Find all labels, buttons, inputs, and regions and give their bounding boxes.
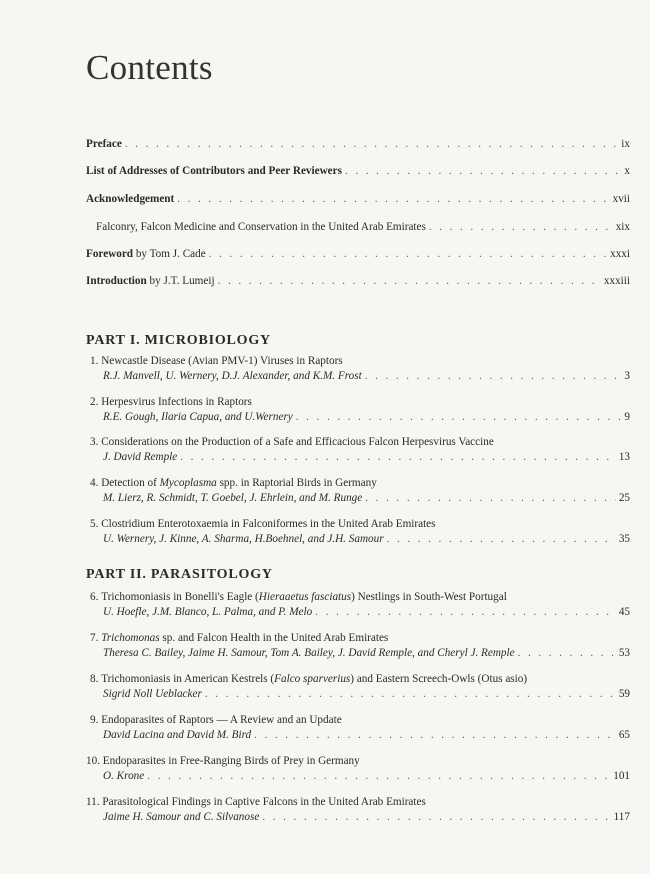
leader-dots	[365, 491, 616, 505]
leader-dots	[177, 192, 609, 206]
chapter-title: 10. Endoparasites in Free-Ranging Birds of Prey in Germany	[86, 755, 360, 767]
leader-dots	[429, 220, 613, 234]
chapter-title: 3. Considerations on the Production of a Safe and Efficacious Falcon Herpesvirus Vaccine	[90, 436, 494, 448]
page-number: 9	[624, 411, 630, 423]
page-number: xvii	[612, 193, 630, 205]
page-number: 117	[613, 811, 630, 823]
leader-dots	[205, 687, 616, 701]
chapter-authors: Jaime H. Samour and C. Silvanose	[103, 811, 260, 823]
page-number: 45	[618, 606, 630, 618]
page-number: xxxi	[610, 248, 630, 260]
toc-entry-acknowledgement	[86, 192, 630, 206]
page-number: 59	[618, 688, 630, 700]
entry-label: List of Addresses of Contributors and Peer Reviewers	[86, 165, 342, 177]
chapter-authors-line	[103, 687, 630, 701]
page-number: 101	[613, 770, 630, 782]
chapter-authors-line	[103, 769, 630, 783]
chapter-authors-line	[103, 369, 630, 383]
chapter-title: 5. Clostridium Enterotoxaemia in Falconiformes in the United Arab Emirates	[90, 518, 436, 530]
chapter-authors-line	[103, 410, 630, 424]
leader-dots	[180, 450, 616, 464]
chapter-title: 8. Trichomoniasis in American Kestrels (Falco sparverius) and Eastern Screech-Owls (Otus asio)	[90, 673, 528, 685]
toc-entry-foreword	[86, 247, 630, 261]
leader-dots	[262, 810, 610, 824]
chapter-authors: O. Krone	[103, 770, 145, 782]
leader-dots	[315, 605, 616, 619]
page-number: 25	[618, 492, 630, 504]
chapter-authors-line	[103, 728, 630, 742]
chapter-authors-line	[103, 605, 630, 619]
leader-dots	[296, 410, 622, 424]
part-heading: PART I. MICROBIOLOGY	[86, 333, 271, 348]
leader-dots	[345, 164, 621, 178]
entry-label: Introduction	[86, 275, 147, 287]
leader-dots	[218, 274, 601, 288]
chapter-authors-line	[103, 450, 630, 464]
chapter-title: 6. Trichomoniasis in Bonelli's Eagle (Hieraaetus fasciatus) Nestlings in South-West Portugal	[90, 591, 507, 603]
entry-label: Acknowledgement	[86, 193, 175, 205]
entry-label: Falconry, Falcon Medicine and Conservation in the United Arab Emirates	[96, 221, 426, 233]
chapter-authors: R.J. Manvell, U. Wernery, D.J. Alexander, and K.M. Frost	[103, 370, 362, 382]
chapter-authors-line	[103, 810, 630, 824]
page-number: 35	[618, 533, 630, 545]
chapter-authors: Sigrid Noll Ueblacker	[103, 688, 202, 700]
chapter-authors: R.E. Gough, Ilaria Capua, and U.Wernery	[103, 411, 293, 423]
page-number: 53	[618, 647, 630, 659]
chapter-authors: David Lacina and David M. Bird	[103, 729, 252, 741]
toc-entry-preface	[86, 137, 630, 151]
entry-label: Preface	[86, 138, 122, 150]
toc-entry-falconry	[96, 220, 630, 234]
chapter-title: 2. Herpesvirus Infections in Raptors	[90, 396, 252, 408]
leader-dots	[365, 369, 622, 383]
chapter-authors: M. Lierz, R. Schmidt, T. Goebel, J. Ehrlein, and M. Runge	[103, 492, 363, 504]
leader-dots	[254, 728, 616, 742]
chapter-title: 1. Newcastle Disease (Avian PMV-1) Viruses in Raptors	[90, 355, 343, 367]
toc-entry-contributors	[86, 164, 630, 178]
chapter-authors-line	[103, 646, 630, 660]
chapter-title: 4. Detection of Mycoplasma spp. in Raptorial Birds in Germany	[90, 477, 377, 489]
page-number: 13	[618, 451, 630, 463]
chapter-authors: U. Wernery, J. Kinne, A. Sharma, H.Boehnel, and J.H. Samour	[103, 533, 384, 545]
chapter-authors: Theresa C. Bailey, Jaime H. Samour, Tom A. Bailey, J. David Remple, and Cheryl J. Remple	[103, 647, 515, 659]
chapter-authors: U. Hoefle, J.M. Blanco, L. Palma, and P. Melo	[103, 606, 313, 618]
entry-label: Foreword	[86, 248, 134, 260]
page-title: Contents	[86, 48, 213, 87]
chapter-title: 11. Parasitological Findings in Captive Falcons in the United Arab Emirates	[86, 796, 426, 808]
chapter-title: 9. Endoparasites of Raptors — A Review and an Update	[90, 714, 342, 726]
leader-dots	[387, 532, 616, 546]
leader-dots	[518, 646, 616, 660]
chapter-authors-line	[103, 532, 630, 546]
leader-dots	[147, 769, 610, 783]
toc-entry-introduction	[86, 274, 630, 288]
page-number: 3	[624, 370, 630, 382]
page-number: xxxiii	[603, 275, 630, 287]
part-heading: PART II. PARASITOLOGY	[86, 567, 273, 582]
page-number: 65	[618, 729, 630, 741]
entry-author: by J.T. Lumeij	[146, 275, 215, 287]
leader-dots	[125, 137, 618, 151]
entry-author: by Tom J. Cade	[133, 248, 206, 260]
leader-dots	[209, 247, 607, 261]
chapter-authors-line	[103, 491, 630, 505]
chapter-title: 7. Trichomonas sp. and Falcon Health in the United Arab Emirates	[90, 632, 389, 644]
chapter-authors: J. David Remple	[103, 451, 178, 463]
page-number: ix	[621, 138, 630, 150]
page-number: x	[624, 165, 630, 177]
page-number: xix	[615, 221, 630, 233]
